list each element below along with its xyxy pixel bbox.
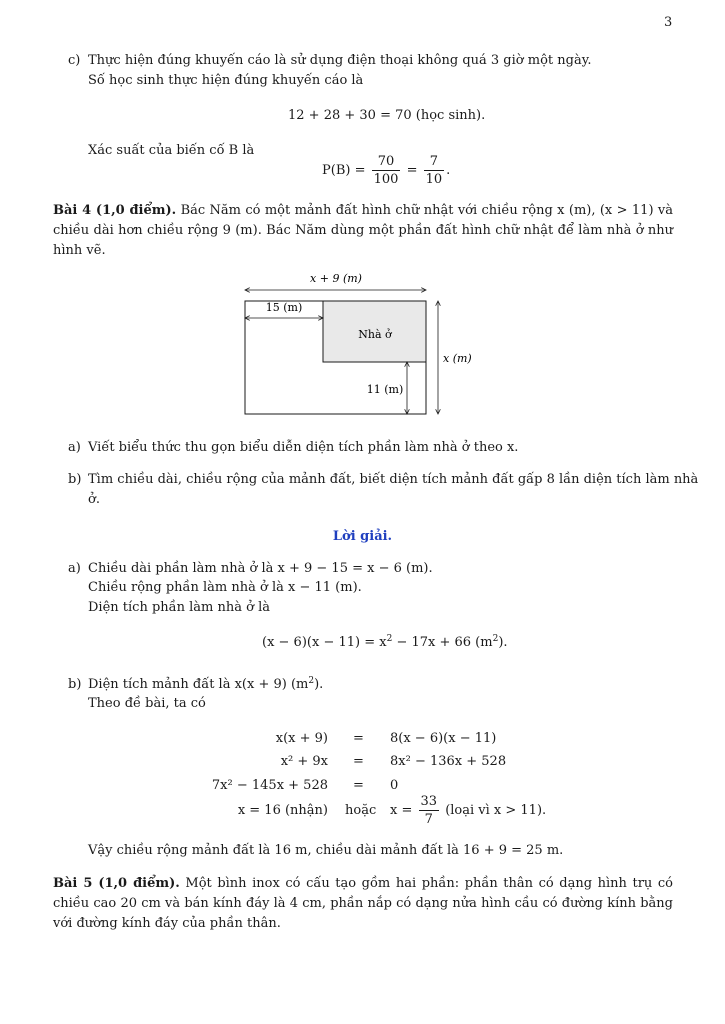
sol-b-label: b) bbox=[68, 677, 82, 692]
eq-sup2: 2 bbox=[492, 634, 499, 644]
sol-b-line1 bbox=[88, 676, 323, 694]
final-x: x = bbox=[390, 803, 413, 818]
eq-mid: − 17x + 66 (m bbox=[392, 635, 493, 650]
line1-base: Diện tích mảnh đất là x(x + 9) (m bbox=[88, 677, 309, 692]
eq-row2-rhs: 8x² − 136x + 528 bbox=[390, 754, 507, 769]
eq-base: (x − 6)(x − 11) = x bbox=[262, 635, 387, 650]
eq-row1-rhs: 8(x − 6)(x − 11) bbox=[390, 731, 497, 746]
question-b-text1: Tìm chiều dài, chiều rộng của mảnh đất, biết diện tích mảnh đất gấp 8 lần diện tích làm nhà bbox=[88, 472, 699, 487]
eq-row2-op: = bbox=[353, 754, 364, 769]
bai5-heading: Bài 5 (1,0 điểm). bbox=[53, 876, 180, 891]
prob-eq: = bbox=[406, 163, 418, 178]
frac-num: 7 bbox=[424, 153, 445, 171]
final-rhs bbox=[390, 792, 546, 830]
eq-row1-op: = bbox=[353, 731, 364, 746]
eq-row3-rhs: 0 bbox=[390, 778, 399, 793]
fraction-7-10 bbox=[424, 153, 445, 188]
left-label: 15 (m) bbox=[265, 301, 303, 314]
bottom-label: 11 (m) bbox=[366, 383, 404, 396]
bai5-text: Một bình inox có cấu tạo gồm hai phần: phần thân có dạng hình trụ có chiều cao 20 cm và bán kính đáy là 4 cm, phần nắp có dạng nửa hình cầu có đường kính bằng với đường kính đáy của phần thân. bbox=[53, 876, 673, 931]
sol-a-equation bbox=[262, 634, 508, 652]
prob-end: . bbox=[446, 163, 451, 178]
eq-row3-lhs: 7x² − 145x + 528 bbox=[211, 778, 328, 793]
page-number: 3 bbox=[664, 15, 673, 30]
solution-title: Lời giải. bbox=[332, 529, 393, 544]
prob-lhs: P(B) = bbox=[322, 163, 366, 178]
final-note: (loại vì x > 11). bbox=[445, 803, 547, 818]
question-label-b: b) bbox=[68, 472, 82, 487]
frac-num: 70 bbox=[372, 153, 401, 171]
probability-formula bbox=[322, 152, 450, 190]
bai5-paragraph bbox=[53, 874, 673, 934]
bai4-paragraph bbox=[53, 201, 673, 261]
bai4-text: Bác Năm có một mảnh đất hình chữ nhật với chiều rộng x (m), (x > 11) và chiều dài hơn chiều rộng 9 (m). Bác Năm dùng một phần đất hình chữ nhật để làm nhà ở như hình vẽ. bbox=[53, 203, 673, 258]
fraction-33-7 bbox=[419, 793, 440, 828]
house-label: Nhà ở bbox=[358, 328, 392, 341]
top-label: x + 9 (m) bbox=[310, 272, 362, 285]
bai4-heading: Bài 4 (1,0 điểm). bbox=[53, 203, 177, 218]
frac-num: 33 bbox=[420, 794, 438, 809]
item-c-line2: Số học sinh thực hiện đúng khuyến cáo là bbox=[88, 73, 364, 88]
question-b-text2: ở. bbox=[88, 492, 100, 507]
final-or: hoặc bbox=[345, 803, 377, 818]
eq-row3-op: = bbox=[353, 778, 364, 793]
sol-b-line2: Theo đề bài, ta có bbox=[88, 696, 206, 711]
final-lhs: x = 16 (nhận) bbox=[237, 803, 328, 818]
eq-sup1: 2 bbox=[386, 634, 393, 644]
frac-den: 100 bbox=[373, 172, 399, 187]
sol-a-line1: Chiều dài phần làm nhà ở là x + 9 − 15 = x − 6 (m). bbox=[88, 561, 433, 576]
item-c-line1: Thực hiện đúng khuyến cáo là sử dụng điện thoại không quá 3 giờ một ngày. bbox=[88, 53, 592, 68]
right-label: x (m) bbox=[443, 352, 472, 365]
frac-den: 10 bbox=[425, 172, 443, 187]
sol-a-label: a) bbox=[68, 561, 81, 576]
sol-a-line3: Diện tích phần làm nhà ở là bbox=[88, 600, 270, 615]
sol-a-line2: Chiều rộng phần làm nhà ở là x − 11 (m). bbox=[88, 580, 362, 595]
item-c-prob-text: Xác suất của biến cố B là bbox=[88, 143, 255, 158]
item-label-c: c) bbox=[68, 53, 81, 68]
question-label-a: a) bbox=[68, 440, 81, 455]
eq-row1-lhs: x(x + 9) bbox=[275, 731, 328, 746]
land-figure bbox=[230, 265, 490, 425]
eq-end: ). bbox=[498, 635, 508, 650]
conclusion: Vậy chiều rộng mảnh đất là 16 m, chiều dài mảnh đất là 16 + 9 = 25 m. bbox=[88, 843, 564, 858]
line1-sup: 2 bbox=[308, 676, 315, 686]
line1-end: ). bbox=[314, 677, 324, 692]
item-c-equation: 12 + 28 + 30 = 70 (học sinh). bbox=[288, 108, 486, 123]
question-a-text: Viết biểu thức thu gọn biểu diễn diện tích phần làm nhà ở theo x. bbox=[88, 440, 519, 455]
fraction-70-100 bbox=[372, 153, 401, 188]
frac-den: 7 bbox=[424, 812, 433, 827]
eq-row2-lhs: x² + 9x bbox=[280, 754, 328, 769]
